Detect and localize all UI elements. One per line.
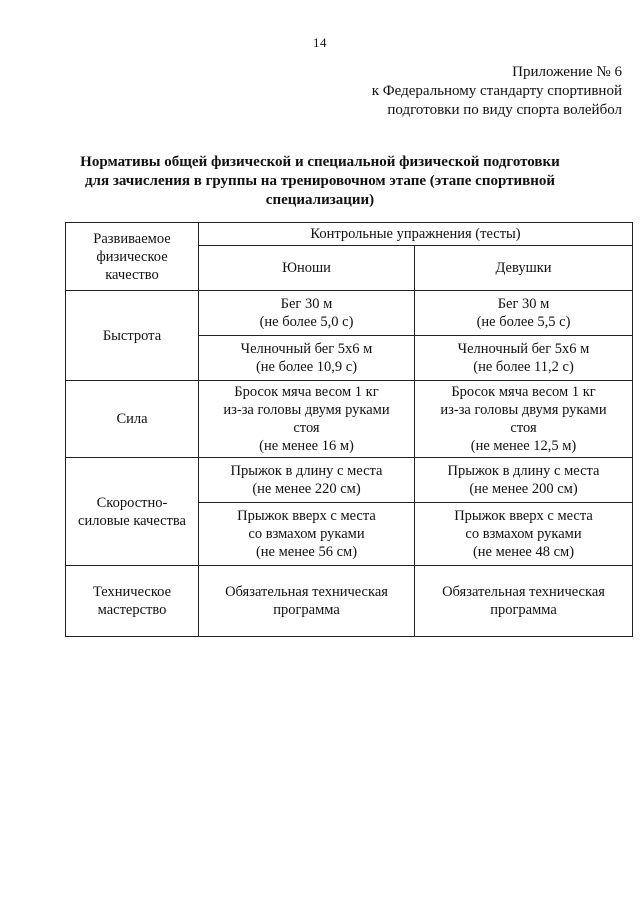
cell-girls: Прыжок в длину с места (не менее 200 см) <box>415 458 633 503</box>
cell-girls: Челночный бег 5х6 м (не более 11,2 с) <box>415 336 633 381</box>
quality-speed: Быстрота <box>66 291 199 381</box>
cell-boys: Бег 30 м (не более 5,0 с) <box>199 291 415 336</box>
appendix-line-2: к Федеральному стандарту спортивной <box>371 83 622 99</box>
table-row <box>66 458 633 503</box>
header-boys: Юноши <box>199 246 415 291</box>
appendix-line-1: Приложение № 6 <box>512 64 622 80</box>
table-row <box>66 291 633 336</box>
title-line-1: Нормативы общей физической и специальной физической подготовки <box>80 154 560 170</box>
table-header-row <box>66 223 633 246</box>
appendix-header <box>372 63 622 120</box>
norms-table <box>65 222 633 637</box>
table-row <box>66 566 633 637</box>
quality-technique: Техническое мастерство <box>66 566 199 637</box>
appendix-line-3: подготовки по виду спорта волейбол <box>387 102 622 118</box>
page-number: 14 <box>313 35 327 50</box>
header-quality: Развиваемое физическое качество <box>66 223 199 291</box>
header-girls: Девушки <box>415 246 633 291</box>
title-line-2: для зачисления в группы на тренировочном этапе (этапе спортивной <box>84 173 556 189</box>
header-tests: Контрольные упражнения (тесты) <box>199 223 633 246</box>
cell-girls: Обязательная техническая программа <box>415 566 633 637</box>
cell-boys: Бросок мяча весом 1 кг из-за головы двумя руками стоя (не менее 16 м) <box>199 381 415 458</box>
cell-boys: Прыжок в длину с места (не менее 220 см) <box>199 458 415 503</box>
quality-strength: Сила <box>66 381 199 458</box>
cell-boys: Обязательная техническая программа <box>199 566 415 637</box>
document-title <box>0 153 640 210</box>
cell-boys: Челночный бег 5х6 м (не более 10,9 с) <box>199 336 415 381</box>
cell-girls: Бросок мяча весом 1 кг из-за головы двумя руками стоя (не менее 12,5 м) <box>415 381 633 458</box>
title-line-3: специализации) <box>265 192 375 208</box>
cell-girls: Бег 30 м (не более 5,5 с) <box>415 291 633 336</box>
cell-girls: Прыжок вверх с места со взмахом руками (не менее 48 см) <box>415 503 633 566</box>
table-row <box>66 381 633 458</box>
cell-boys: Прыжок вверх с места со взмахом руками (не менее 56 см) <box>199 503 415 566</box>
quality-speed-strength: Скоростно- силовые качества <box>66 458 199 566</box>
